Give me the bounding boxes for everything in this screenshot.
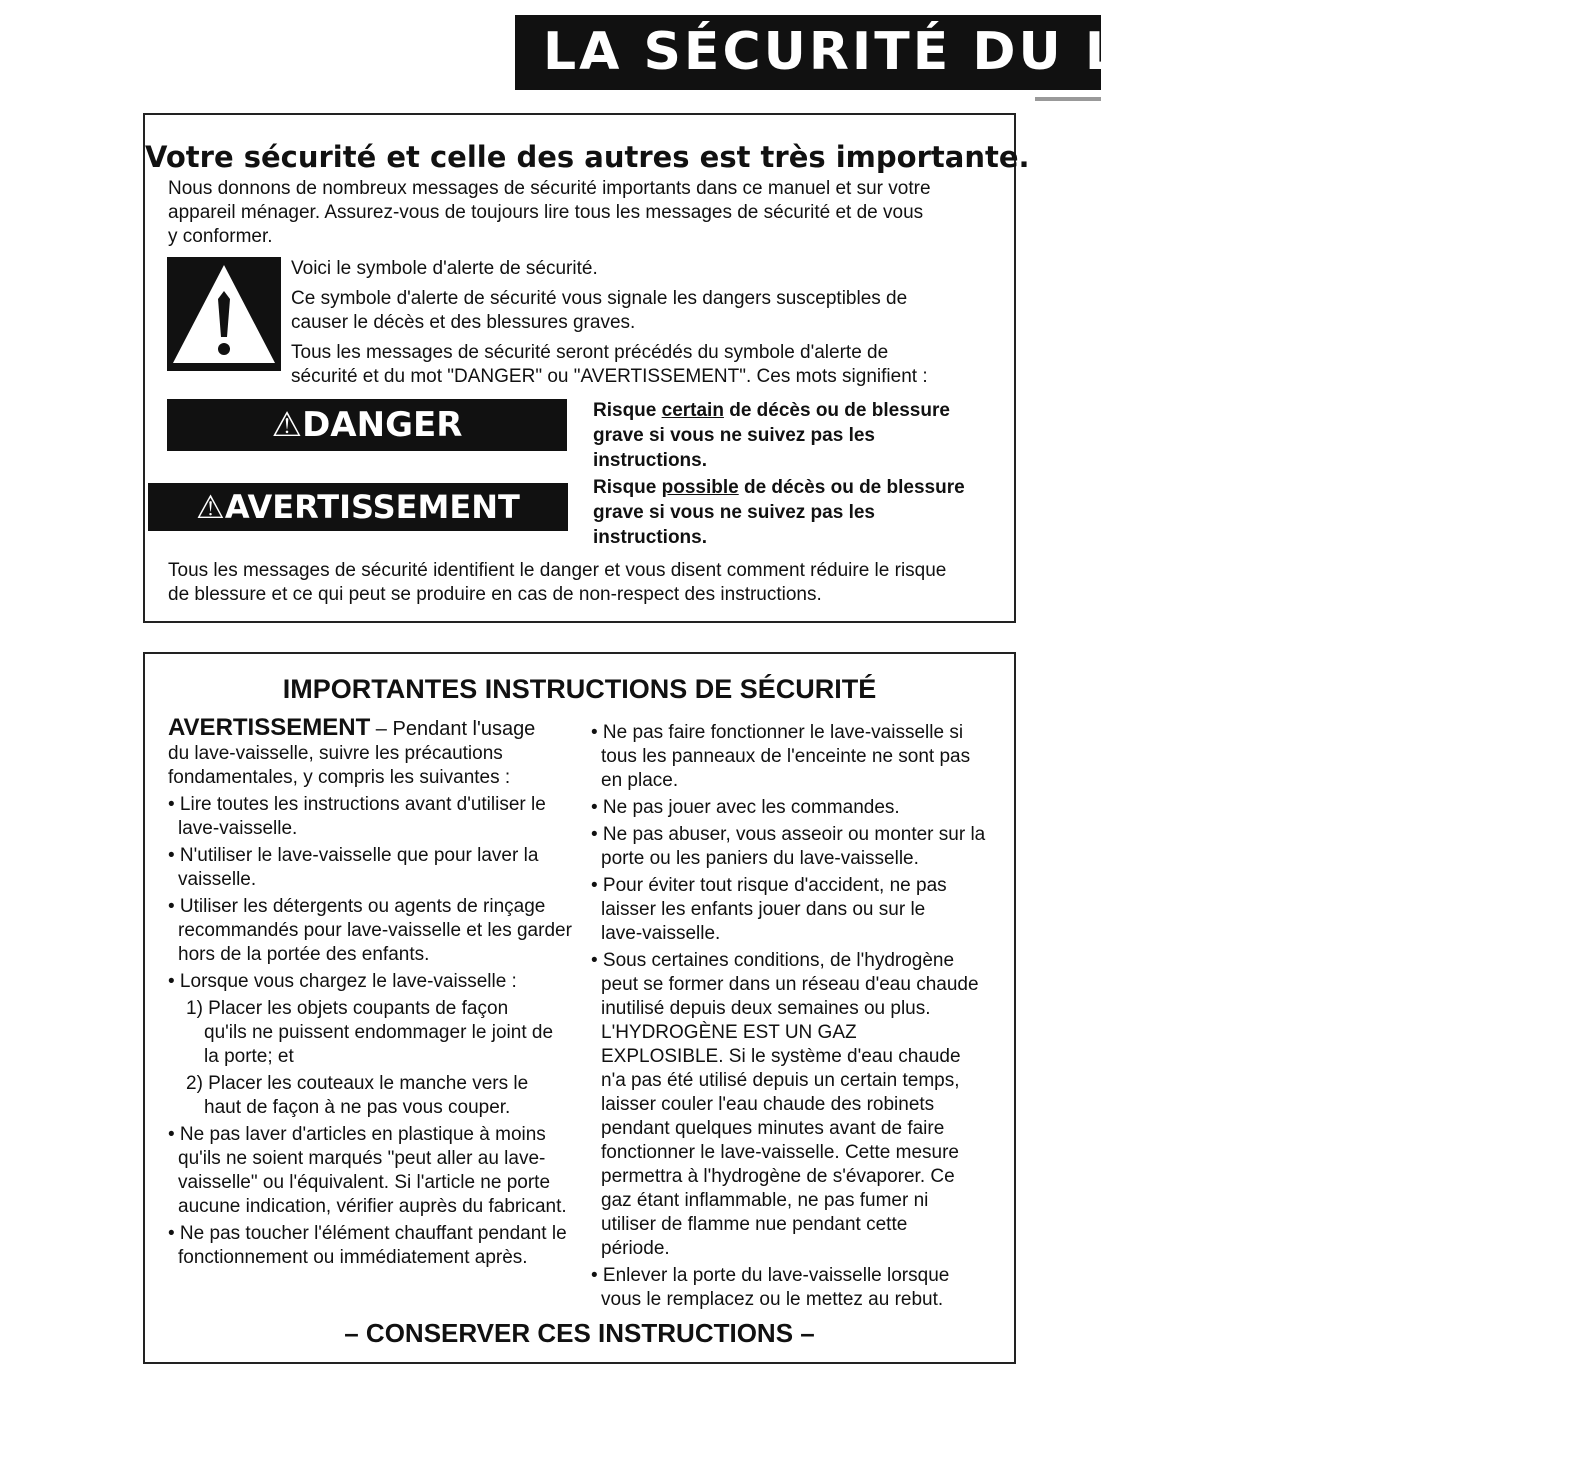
- list-item: • Enlever la porte du lave-vaisselle lorsque vous le remplacez ou le mettez au rebut.: [591, 1265, 950, 1310]
- warning-desc-line: grave si vous ne suivez pas les: [593, 502, 875, 523]
- warning-desc-pre: Risque: [593, 477, 662, 498]
- intro-paragraph: [168, 177, 931, 249]
- list-item: • Ne pas toucher l'élément chauffant pendant le fonctionnement ou immédiatement après.: [168, 1223, 567, 1268]
- intro-line: appareil ménager. Assurez-vous de toujours lire tous les messages de sécurité et de vous: [168, 202, 924, 223]
- intro-line: y conformer.: [168, 226, 273, 247]
- list-item: • Ne pas laver d'articles en plastique à moins qu'ils ne soient marqués "peut aller au lave-vaisselle" ou l'équivalent. Si l'article ne porte aucune indication, vérifier auprès du fabricant.: [168, 1124, 567, 1217]
- lead-line: fondamentales, y compris les suivantes :: [168, 767, 511, 788]
- danger-desc-pre: Risque: [593, 400, 662, 421]
- danger-signal-word: ⚠DANGER: [167, 399, 567, 451]
- warning-desc-emph: possible: [661, 477, 739, 498]
- title-underline-decoration: [1035, 97, 1101, 101]
- symbol-line: Ce symbole d'alerte de sécurité vous signale les dangers susceptibles de: [291, 288, 908, 309]
- list-item: • Pour éviter tout risque d'accident, ne pas laisser les enfants jouer dans ou sur le lave-vaisselle.: [591, 875, 947, 944]
- list-item: • Utiliser les détergents ou agents de rinçage recommandés pour lave-vaisselle et les garder hors de la portée des enfants.: [168, 896, 572, 965]
- warning-desc-line: instructions.: [593, 527, 708, 548]
- instructions-heading: IMPORTANTES INSTRUCTIONS DE SÉCURITÉ: [282, 674, 877, 704]
- list-item: • Sous certaines conditions, de l'hydrogène peut se former dans un réseau d'eau chaude inutilisé depuis deux semaines ou plus. L'HYDROGÈNE EST UN GAZ EXPLOSIBLE. Si le système d'eau chaude n'a pas été utilisé depuis un certain temps, laisser couler l'eau chaude des robinets pendant quelques minutes avant de faire fonctionner le lave-vaisselle. Cette mesure permettra à l'hydrogène de s'évaporer. Ce gaz étant inflammable, ne pas fumer ni utiliser de flamme nue pendant cette période.: [591, 950, 979, 1259]
- list-item: • Ne pas abuser, vous asseoir ou monter sur la porte ou les paniers du lave-vaisselle.: [591, 824, 986, 869]
- warning-signal-word: ⚠AVERTISSEMENT: [148, 483, 568, 531]
- warning-description: [593, 475, 965, 550]
- closing-line: de blessure et ce qui peut se produire en cas de non-respect des instructions.: [168, 584, 822, 605]
- lead-signal-word: AVERTISSEMENT: [168, 714, 371, 741]
- list-item: • Ne pas faire fonctionner le lave-vaisselle si tous les panneaux de l'enceinte ne sont pas en place.: [591, 722, 971, 791]
- page-title-banner: [515, 15, 1596, 90]
- conserve-instructions-footer: – CONSERVER CES INSTRUCTIONS –: [344, 1318, 815, 1348]
- symbol-explanation: [291, 257, 928, 389]
- instructions-right-column: [591, 721, 991, 1315]
- safety-message-box: [143, 113, 1030, 623]
- safety-instructions-box: [143, 652, 1016, 1364]
- safety-alert-symbol: [167, 257, 281, 371]
- danger-desc-line: [593, 398, 950, 423]
- lead-paragraph: [168, 716, 568, 742]
- symbol-line: sécurité et du mot "DANGER" ou "AVERTISSEMENT". Ces mots signifient :: [291, 366, 928, 387]
- numbered-item: 2) Placer les couteaux le manche vers le haut de façon à ne pas vous couper.: [186, 1073, 529, 1118]
- danger-description: [593, 398, 950, 473]
- danger-desc-emph: certain: [661, 400, 724, 421]
- danger-desc-post: de décès ou de blessure: [723, 400, 950, 421]
- closing-paragraph: [168, 559, 946, 607]
- warning-triangle-icon: [167, 257, 281, 371]
- symbol-line: Tous les messages de sécurité seront précédés du symbole d'alerte de: [291, 342, 889, 363]
- instructions-left-column: [168, 714, 572, 1273]
- warning-desc-line: [593, 475, 965, 500]
- lead-line: du lave-vaisselle, suivre les précautions: [168, 743, 503, 764]
- list-item: • Ne pas jouer avec les commandes.: [591, 797, 900, 818]
- danger-desc-line: instructions.: [593, 450, 708, 471]
- list-item: • Lire toutes les instructions avant d'utiliser le lave-vaisselle.: [168, 794, 546, 839]
- danger-desc-line: grave si vous ne suivez pas les: [593, 425, 875, 446]
- numbered-item: 1) Placer les objets coupants de façon qu'ils ne puissent endommager le joint de la porte; et: [186, 998, 554, 1067]
- list-item: • Lorsque vous chargez le lave-vaisselle :: [168, 971, 517, 992]
- intro-line: Nous donnons de nombreux messages de sécurité importants dans ce manuel et sur votre: [168, 178, 931, 199]
- lead-rest: – Pendant l'usage: [370, 718, 536, 740]
- safety-heading: Votre sécurité et celle des autres est très importante.: [145, 140, 1030, 174]
- symbol-line: Voici le symbole d'alerte de sécurité.: [291, 258, 598, 279]
- warning-desc-post: de décès ou de blessure: [738, 477, 965, 498]
- closing-line: Tous les messages de sécurité identifient le danger et vous disent comment réduire le risque: [168, 560, 947, 581]
- page-title: LA SÉCURITÉ DU LAVE-VAISSELLE: [543, 22, 1596, 82]
- list-item: • N'utiliser le lave-vaisselle que pour laver la vaisselle.: [168, 845, 539, 890]
- symbol-line: causer le décès et des blessures graves.: [291, 312, 636, 333]
